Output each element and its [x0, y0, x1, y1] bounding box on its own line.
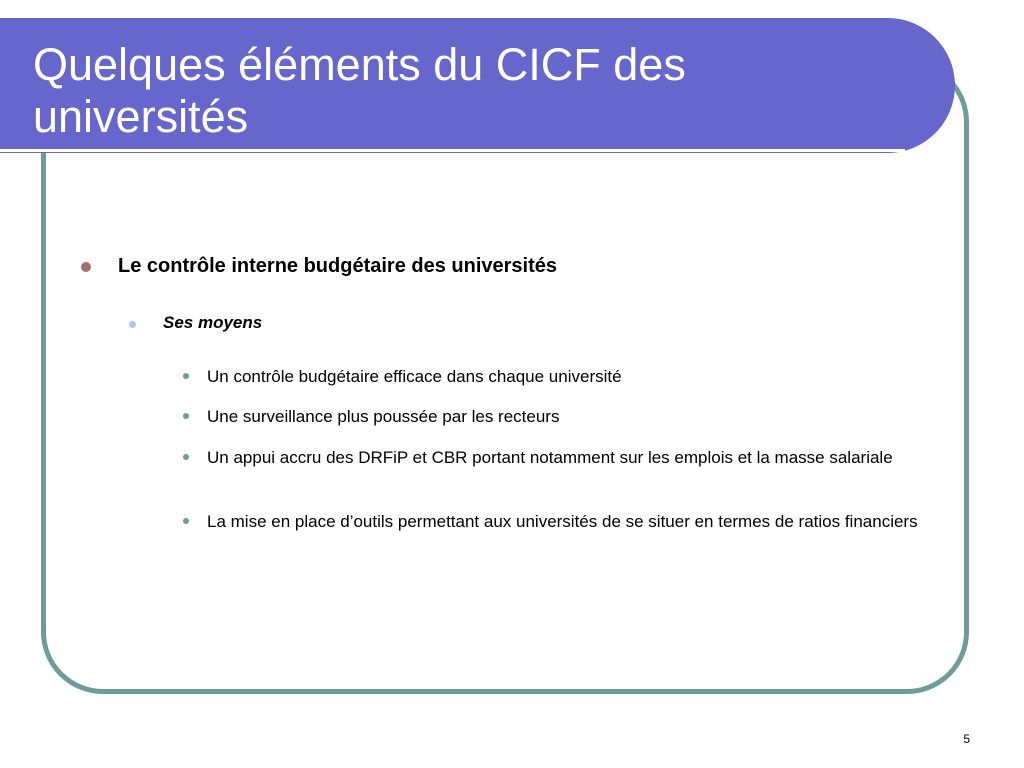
- title-bar: [0, 18, 955, 153]
- bullet-dot-icon: [183, 373, 189, 379]
- page-number: 5: [963, 732, 970, 746]
- heading-text: Le contrôle interne budgétaire des universités: [118, 255, 558, 277]
- list-item-text: Un appui accru des DRFiP et CBR portant notamment sur les emplois et la masse salariale: [207, 448, 893, 467]
- bullet-dot-icon: [81, 262, 91, 272]
- slide-title: Quelques éléments du CICF des universités: [33, 39, 686, 142]
- list-item-text: Une surveillance plus poussée par les recteurs: [207, 407, 560, 426]
- bullet-dot-icon: [129, 321, 136, 328]
- title-underline: [0, 149, 905, 152]
- subheading-text: Ses moyens: [163, 313, 263, 332]
- bullet-dot-icon: [183, 518, 189, 524]
- bullet-dot-icon: [183, 413, 189, 419]
- list-item-text: La mise en place d’outils permettant aux universités de se situer en termes de ratios financiers: [207, 512, 918, 531]
- bullet-dot-icon: [183, 454, 189, 460]
- list-item-text: Un contrôle budgétaire efficace dans chaque université: [207, 367, 622, 386]
